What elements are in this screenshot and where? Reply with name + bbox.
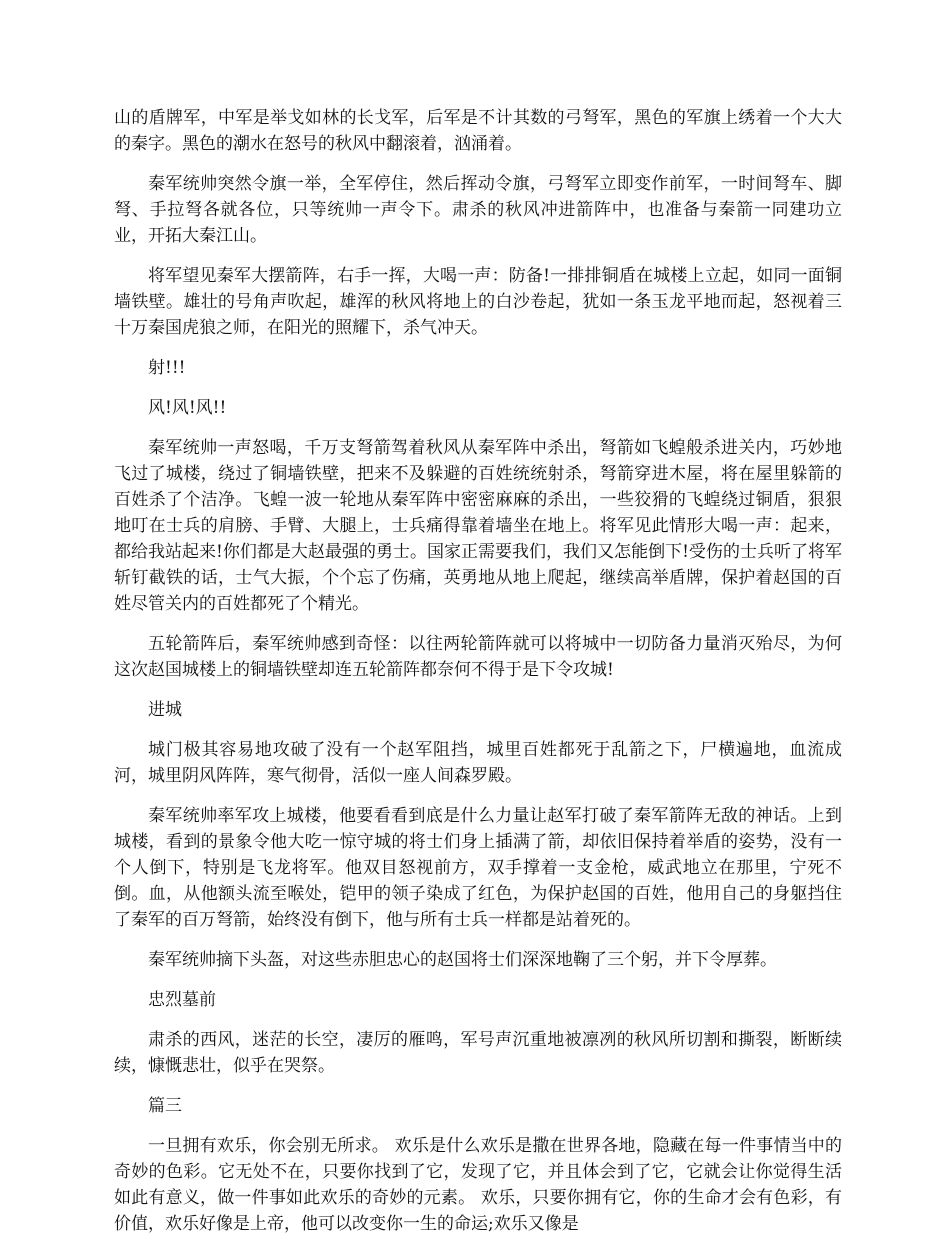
document-body <box>114 105 842 1251</box>
paragraph-continued: 山的盾牌军，中军是举戈如林的长戈军，后军是不计其数的弓弩军，黑色的军旗上绣着一个大大的秦字。黑色的潮水在怒号的秋风中翻滚着，汹涌着。 <box>114 108 842 154</box>
section-heading: 忠烈墓前 <box>148 990 216 1010</box>
paragraph: 秦军统帅突然令旗一举，全军停住，然后挥动令旗，弓弩军立即变作前军，一时间弩车、脚弩、手拉弩各就各位，只等统帅一声令下。肃杀的秋风冲进箭阵中，也准备与秦箭一同建功立业，开拓大秦江山。 <box>114 174 842 246</box>
section-heading: 进城 <box>148 700 182 720</box>
paragraph: 秦军统帅一声怒喝，千万支弩箭驾着秋风从秦军阵中杀出，弩箭如飞蝗般杀进关内，巧妙地飞过了城楼，绕过了铜墙铁壁，把来不及躲避的百姓统统射杀，弩箭穿进木屋，将在屋里躲箭的百姓杀了个洁净。飞蝗一波一轮地从秦军阵中密密麻麻的杀出，一些狡猾的飞蝗绕过铜盾，狠狠地叮在士兵的肩膀、手臂、大腿上，士兵痛得靠着墙坐在地上。将军见此情形大喝一声：起来，都给我站起来!你们都是大赵最强的勇士。国家正需要我们，我们又怎能倒下!受伤的士兵听了将军斩钉截铁的话，士气大振，个个忘了伤痛，英勇地从地上爬起，继续高举盾牌，保护着赵国的百姓尽管关内的百姓都死了个精光。 <box>114 438 842 614</box>
paragraph: 秦军统帅率军攻上城楼，他要看看到底是什么力量让赵军打破了秦军箭阵无敌的神话。上到城楼，看到的景象令他大吃一惊守城的将士们身上插满了箭，却依旧保持着举盾的姿势，没有一个人倒下，特别是飞龙将军。他双目怒视前方，双手撑着一支金枪，威武地立在那里，宁死不倒。血，从他额头流至喉处，铠甲的领子染成了红色，为保护赵国的百姓，他用自己的身躯挡住了秦军的百万弩箭，始终没有倒下，他与所有士兵一样都是站着死的。 <box>114 806 842 930</box>
section-heading: 篇三 <box>148 1096 182 1116</box>
paragraph-short: 射!!! <box>148 358 186 378</box>
paragraph: 肃杀的西风，迷茫的长空，凄厉的雁鸣，军号声沉重地被凛冽的秋风所切割和撕裂，断断续续，慷慨悲壮，似乎在哭祭。 <box>114 1030 842 1076</box>
paragraph-short: 风!风!风!! <box>148 398 227 418</box>
paragraph: 城门极其容易地攻破了没有一个赵军阻挡，城里百姓都死于乱箭之下，尸横遍地，血流成河，城里阴风阵阵，寒气彻骨，活似一座人间森罗殿。 <box>114 740 842 786</box>
paragraph: 一旦拥有欢乐，你会别无所求。 欢乐是什么欢乐是撒在世界各地，隐藏在每一件事情当中的奇妙的色彩。它无处不在，只要你找到了它，发现了它，并且体会到了它，它就会让你觉得生活如此有意义，做一件事如此欢乐的奇妙的元素。 欢乐，只要你拥有它，你的生命才会有色彩，有价值，欢乐好像是上帝，他可以改变你一生的命运;欢乐又像是 <box>114 1136 842 1234</box>
paragraph: 秦军统帅摘下头盔，对这些赤胆忠心的赵国将士们深深地鞠了三个躬，并下令厚葬。 <box>148 950 777 970</box>
paragraph: 五轮箭阵后，秦军统帅感到奇怪：以往两轮箭阵就可以将城中一切防备力量消灭殆尽，为何这次赵国城楼上的铜墙铁壁却连五轮箭阵都奈何不得于是下令攻城! <box>114 634 842 680</box>
paragraph: 将军望见秦军大摆箭阵，右手一挥，大喝一声：防备!一排排铜盾在城楼上立起，如同一面铜墙铁壁。雄壮的号角声吹起，雄浑的秋风将地上的白沙卷起，犹如一条玉龙平地而起，怒视着三十万秦国虎狼之师，在阳光的照耀下，杀气冲天。 <box>114 266 842 338</box>
